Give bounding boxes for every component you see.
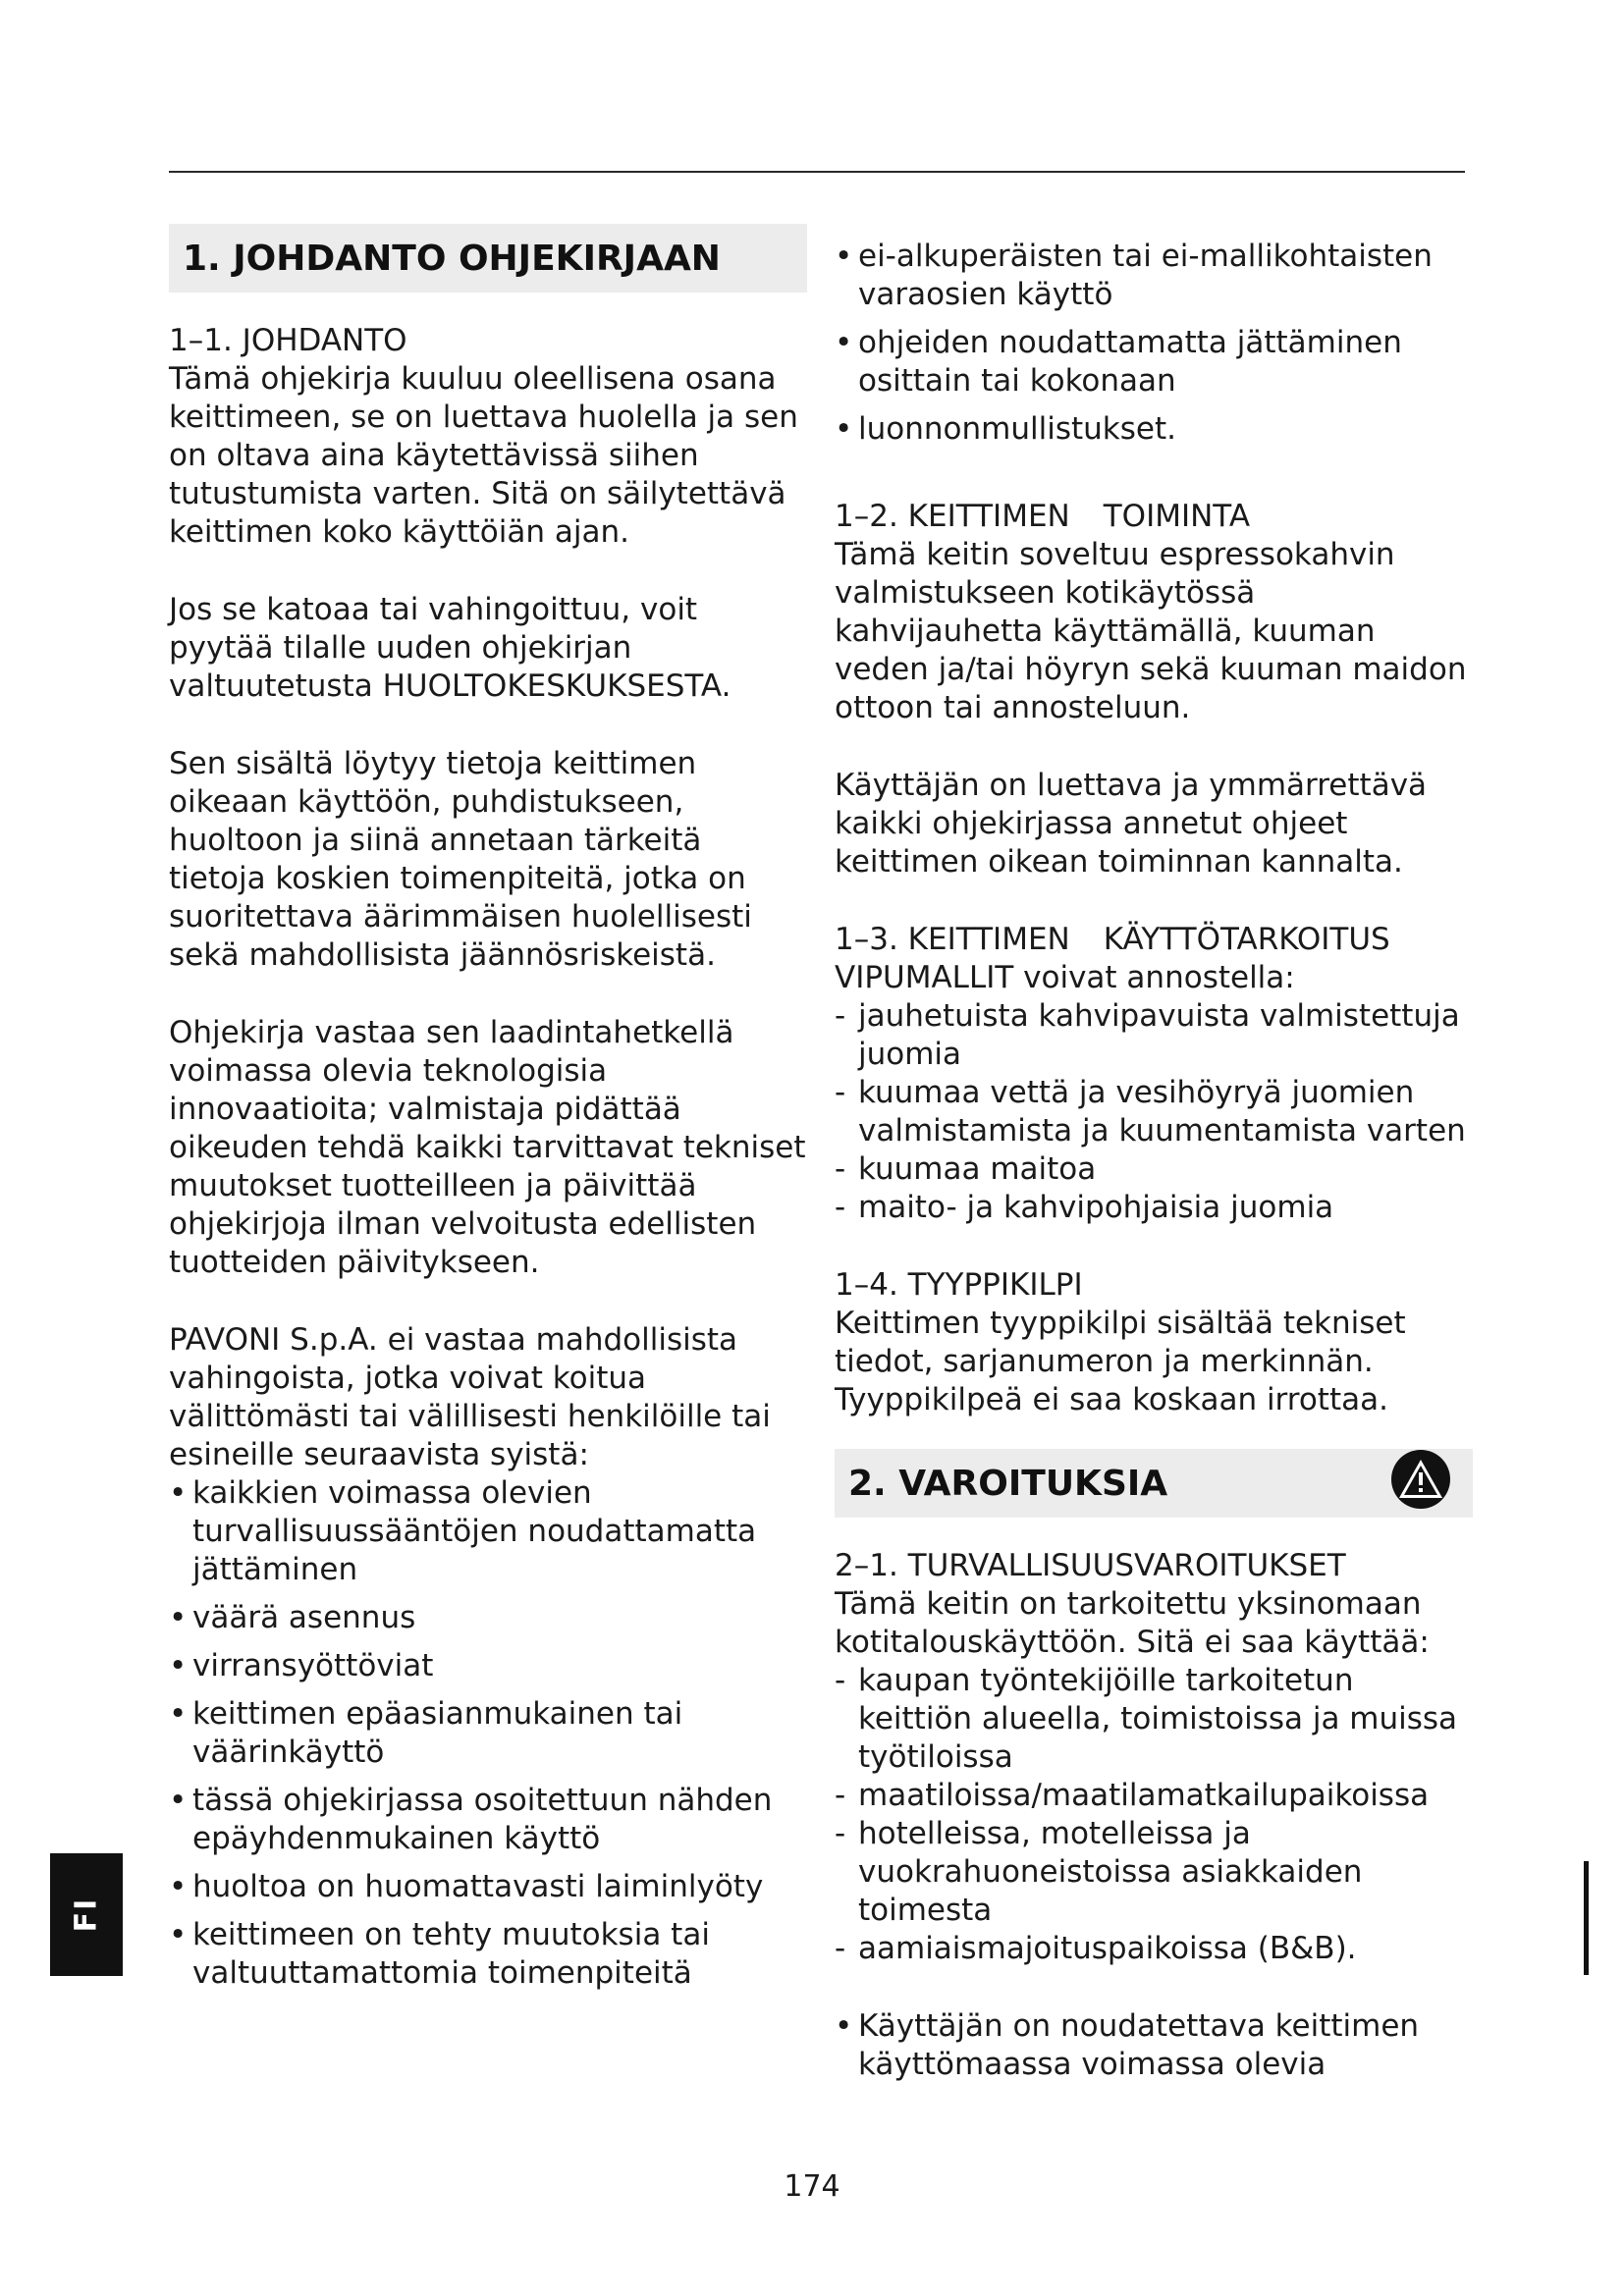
list-item: • ohjeiden noudattamatta jättäminen osittain tai kokonaan [835,324,1473,400]
subheading-1-1-number: 1–1. [169,323,233,358]
paragraph-technology: Ohjekirja vastaa sen laadintahetkellä voimassa olevia teknologisia innovaatioita; valmistaja pidättää oikeuden tehdä kaikki tarvittavat tekniset muutokset tuotteilleen ja päivittää ohjekirjoja ilman velvoitusta edellisten tuotteiden päivitykseen. [169,1015,806,1280]
top-rule [169,171,1465,173]
paragraph-operation: Tämä keitin soveltuu espressokahvin valmistukseen kotikäytössä kahvijauhetta käyttämällä, kuuman veden ja/tai höyryn sekä kuuman maidon ottoon tai annosteluun. [835,537,1467,725]
list-item: • luonnonmullistukset. [835,410,1473,449]
list-item: - maito- ja kahvipohjaisia juomia [835,1189,1473,1227]
list-item: • keittimen epäasianmukainen tai väärinkäyttö [169,1695,807,1772]
subheading-1-4-number: 1–4. [835,1267,898,1303]
subheading-1-3 [835,921,1473,959]
list-item: • Käyttäjän on noudatettava keittimen käyttömaassa voimassa olevia [835,2007,1473,2084]
paragraph-household-use: Tämä keitin on tarkoitettu yksinomaan kotitalouskäyttöön. Sitä ei saa käyttää: [835,1586,1430,1660]
list-item: • keittimeen on tehty muutoksia tai valtuuttamattomia toimenpiteitä [169,1916,807,1993]
subheading-1-1 [169,322,807,360]
subheading-1-2-number: 1–2. [835,499,898,534]
list-item: - kuumaa maitoa [835,1150,1473,1189]
list-item: - maatiloissa/maatilamatkailupaikoissa [835,1777,1473,1815]
section-heading-1 [169,224,807,293]
subheading-1-4 [835,1266,1473,1305]
subheading-1-3-word-a: KEITTIMEN [907,922,1070,957]
paragraph-lost-manual: Jos se katoaa tai vahingoittuu, voit pyytää tilalle uuden ohjekirjan valtuutetusta HUOLTOKESKUKSESTA. [169,592,731,704]
list-item: • kaikkien voimassa olevien turvallisuussääntöjen noudattamatta jättäminen [169,1474,807,1589]
subheading-2-1-title: TURVALLISUUSVAROITUKSET [907,1548,1346,1583]
list-item: - kaupan työntekijöille tarkoitetun keittiön alueella, toimistoissa ja muissa työtiloissa [835,1662,1473,1777]
regulations-bullet-list [835,2007,1473,2084]
list-item: - hotelleissa, motelleissa ja vuokrahuoneistoissa asiakkaiden toimesta [835,1815,1473,1930]
paragraph-intended-use: VIPUMALLIT voivat annostella: [835,960,1295,995]
subheading-1-2-word-b: TOIMINTA [1103,499,1251,534]
subheading-1-4-title: TYYPPIKILPI [907,1267,1083,1303]
paragraph-read-instructions: Käyttäjän on luettava ja ymmärrettävä kaikki ohjekirjassa annetut ohjeet keittimen oikean toiminnan kannalta. [835,768,1428,880]
paragraph-intro: Tämä ohjekirja kuuluu oleellisena osana keittimeen, se on luettava huolella ja sen on oltava aina käytettävissä siihen tutustumista varten. Sitä on säilytettävä keittimen koko käyttöiän ajan. [169,361,798,550]
language-tab [50,1853,123,1976]
list-item: • ei-alkuperäisten tai ei-mallikohtaisten varaosien käyttö [835,238,1473,314]
margin-bar [1584,1861,1589,1975]
list-item: • virransyöttöviat [169,1647,807,1685]
subheading-1-2-word-a: KEITTIMEN [907,499,1070,534]
subheading-1-3-number: 1–3. [835,922,898,957]
list-item: • tässä ohjekirjassa osoitettuun nähden epäyhdenmukainen käyttö [169,1782,807,1858]
paragraph-contents: Sen sisältä löytyy tietoja keittimen oikeaan käyttöön, puhdistukseen, huoltoon ja siinä annetaan tärkeitä tietoja koskien toimenpiteitä, jotka on suoritettava äärimmäisen huolellisesti sekä mahdollisista jäännösriskeistä. [169,746,752,973]
list-item: • huoltoa on huomattavasti laiminlyöty [169,1868,807,1906]
section-heading-2-text: 2. VAROITUKSIA [848,1463,1168,1504]
subheading-2-1 [835,1547,1473,1585]
page-number: 174 [784,2169,840,2204]
liability-bullet-list [169,1474,807,1993]
list-item: • väärä asennus [169,1599,807,1637]
subheading-1-2 [835,498,1473,536]
liability-bullet-list-continued [835,238,1473,449]
right-column [835,238,1473,2094]
left-column [169,224,807,2002]
intended-use-list [835,997,1473,1227]
language-tab-label: FI [69,1896,104,1933]
section-heading-2 [835,1449,1473,1518]
list-item: - aamiaismajoituspaikoissa (B&B). [835,1930,1473,1968]
paragraph-rating-plate: Keittimen tyyppikilpi sisältää tekniset tiedot, sarjanumeron ja merkinnän. Tyyppikilpeä ei saa koskaan irrottaa. [835,1306,1406,1417]
subheading-1-1-title: JOHDANTO [242,323,407,358]
list-item: - kuumaa vettä ja vesihöyryä juomien valmistamista ja kuumentamista varten [835,1074,1473,1150]
warning-icon [1390,1449,1451,1519]
list-item: - jauhetuista kahvipavuista valmistettuja juomia [835,997,1473,1074]
paragraph-liability: PAVONI S.p.A. ei vastaa mahdollisista vahingoista, jotka voivat koitua välittömästi tai välillisesti henkilöille tai esineille seuraavista syistä: [169,1322,771,1472]
prohibited-use-list [835,1662,1473,1968]
subheading-1-3-word-b: KÄYTTÖTARKOITUS [1103,922,1390,957]
subheading-2-1-number: 2–1. [835,1548,898,1583]
section-heading-1-text: 1. JOHDANTO OHJEKIRJAAN [183,238,721,279]
